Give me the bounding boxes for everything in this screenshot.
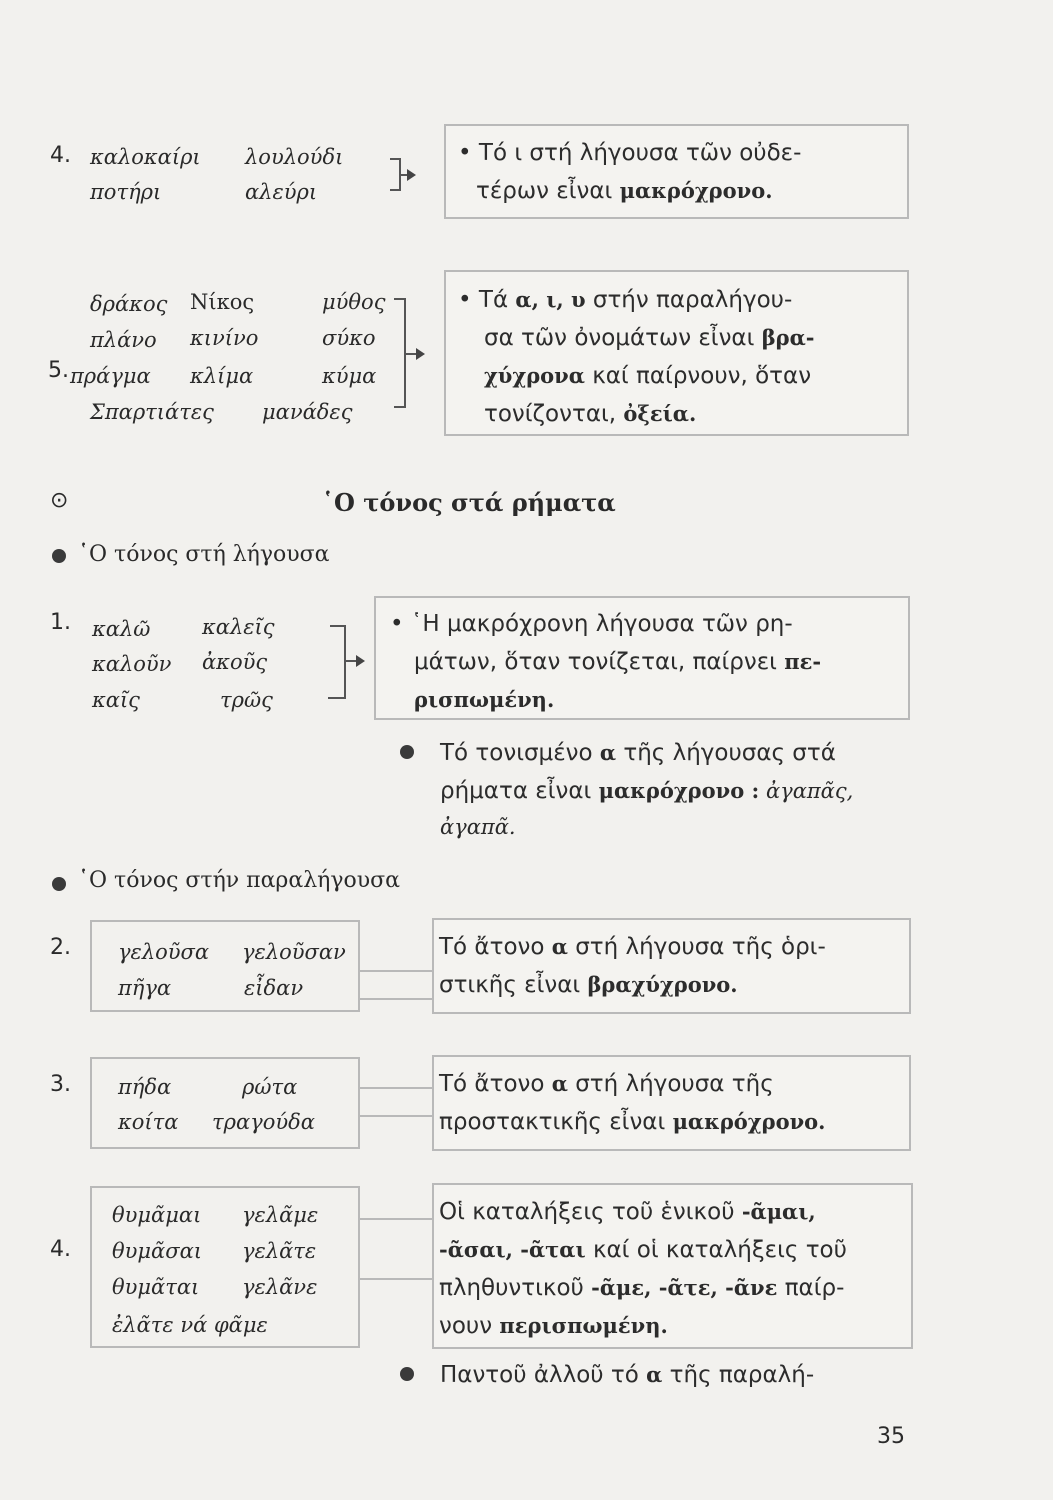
word: καλεῖς: [202, 615, 275, 639]
word: σύκο: [322, 326, 376, 350]
rule-line: Τό ἄτονο α στή λήγουσα τῆς ὁρι-: [439, 934, 826, 960]
rule-line: προστακτικῆς εἶναι μακρόχρονο.: [439, 1109, 826, 1135]
note: Τό τονισμένο α τῆς λήγουσας στά ρήματα εἶναι μακρόχρονο : ἀγαπᾶς, ἀγαπᾶ.: [440, 740, 854, 839]
item-number: 5.: [48, 358, 69, 383]
rule-line: στικῆς εἶναι βραχύχρονο.: [439, 972, 738, 998]
word: θυμᾶται: [112, 1275, 200, 1299]
connector: [358, 970, 434, 1000]
note: Παντοῦ ἀλλοῦ τό α τῆς παραλή-: [440, 1362, 815, 1388]
rule-line: σα τῶν ὀνομάτων εἶναι βρα-: [484, 325, 815, 351]
subheading: ῾Ο τόνος στήν παραλήγουσα: [78, 868, 400, 893]
word: Σπαρτιάτες: [90, 400, 214, 424]
word: ποτήρι: [90, 180, 162, 204]
rule-line: πληθυντικοῦ -ᾶμε, -ᾶτε, -ᾶνε παίρ-: [439, 1275, 845, 1301]
rule-line: χύχρονα καί παίρνουν, ὅταν: [484, 363, 812, 389]
item-number: 3.: [50, 1072, 71, 1097]
word: καῖς: [92, 688, 140, 712]
rule-line: τονίζονται, ὀξεία.: [484, 401, 697, 427]
rule-box: [444, 270, 909, 436]
item-number: 4.: [50, 1237, 71, 1262]
connector: [358, 1218, 434, 1280]
word: γελοῦσαν: [242, 940, 346, 964]
word: γελᾶνε: [242, 1275, 318, 1299]
bullet-icon: [52, 549, 66, 563]
word: ἐλᾶτε νά φᾶμε: [112, 1313, 268, 1337]
rule-line: μάτων, ὅταν τονίζεται, παίρνει πε-: [414, 649, 822, 675]
rule-box: [432, 1055, 911, 1151]
word: γελᾶμε: [242, 1203, 319, 1227]
word: εἶδαν: [244, 976, 304, 1000]
word: μανάδες: [262, 400, 353, 424]
rule-line: Οἱ καταλήξεις τοῦ ἑνικοῦ -ᾶμαι,: [439, 1199, 816, 1225]
word: τραγούδα: [212, 1110, 315, 1134]
section-heading: ῾Ο τόνος στά ρήματα: [322, 488, 616, 517]
rule-box: [432, 1183, 913, 1349]
word: πλάνο: [90, 328, 157, 352]
item-number: 1.: [50, 610, 71, 635]
word: μύθος: [322, 290, 386, 314]
bullet-icon: [52, 877, 66, 891]
page-number: 35: [877, 1424, 905, 1449]
word: κινίνο: [190, 326, 259, 350]
word: κοίτα: [118, 1110, 179, 1134]
rule-line: • Τό ι στή λήγουσα τῶν οὐδε-: [458, 140, 802, 166]
word: ἀκοῦς: [202, 650, 268, 674]
rule-line: • Τά α, ι, υ στήν παραλήγου-: [458, 287, 793, 313]
word: πράγμα: [70, 364, 151, 388]
bullet-icon: [400, 1367, 414, 1381]
rule-line: τέρων εἶναι μακρόχρονο.: [476, 178, 773, 204]
target-icon: ⊙: [50, 488, 69, 513]
word: καλοκαίρι: [90, 145, 201, 169]
word: πῆγα: [118, 976, 172, 1000]
word: λουλούδι: [245, 145, 344, 169]
word: καλῶ: [92, 617, 151, 641]
word: κλίμα: [190, 364, 254, 388]
subheading: ῾Ο τόνος στή λήγουσα: [78, 542, 330, 567]
rule-box: [444, 124, 909, 219]
rule-line: • ῾Η μακρόχρονη λήγουσα τῶν ρη-: [390, 611, 793, 637]
item-number: 4.: [50, 143, 71, 168]
rule-line: Τό ἄτονο α στή λήγουσα τῆς: [439, 1071, 774, 1097]
connector: [358, 1087, 434, 1117]
item-number: 2.: [50, 935, 71, 960]
rule-line: -ᾶσαι, -ᾶται καί οἱ καταλήξεις τοῦ: [439, 1237, 847, 1263]
rule-box: [374, 596, 910, 720]
word: ρώτα: [242, 1075, 298, 1099]
word: δράκος: [90, 292, 168, 316]
word-box: [90, 1057, 360, 1149]
word: αλεύρι: [245, 180, 318, 204]
word: τρῶς: [220, 688, 273, 712]
word: γελοῦσα: [118, 940, 210, 964]
rule-box: [432, 918, 911, 1014]
word: θυμᾶσαι: [112, 1239, 202, 1263]
rule-line: νουν περισπωμένη.: [439, 1313, 668, 1339]
word: καλοῦν: [92, 652, 172, 676]
rule-line: ρισπωμένη.: [414, 687, 555, 712]
word: θυμᾶμαι: [112, 1203, 202, 1227]
word: κύμα: [322, 364, 377, 388]
word: Νίκος: [190, 290, 255, 314]
bullet-icon: [400, 745, 414, 759]
word: πήδα: [118, 1075, 172, 1099]
word: γελᾶτε: [242, 1239, 317, 1263]
